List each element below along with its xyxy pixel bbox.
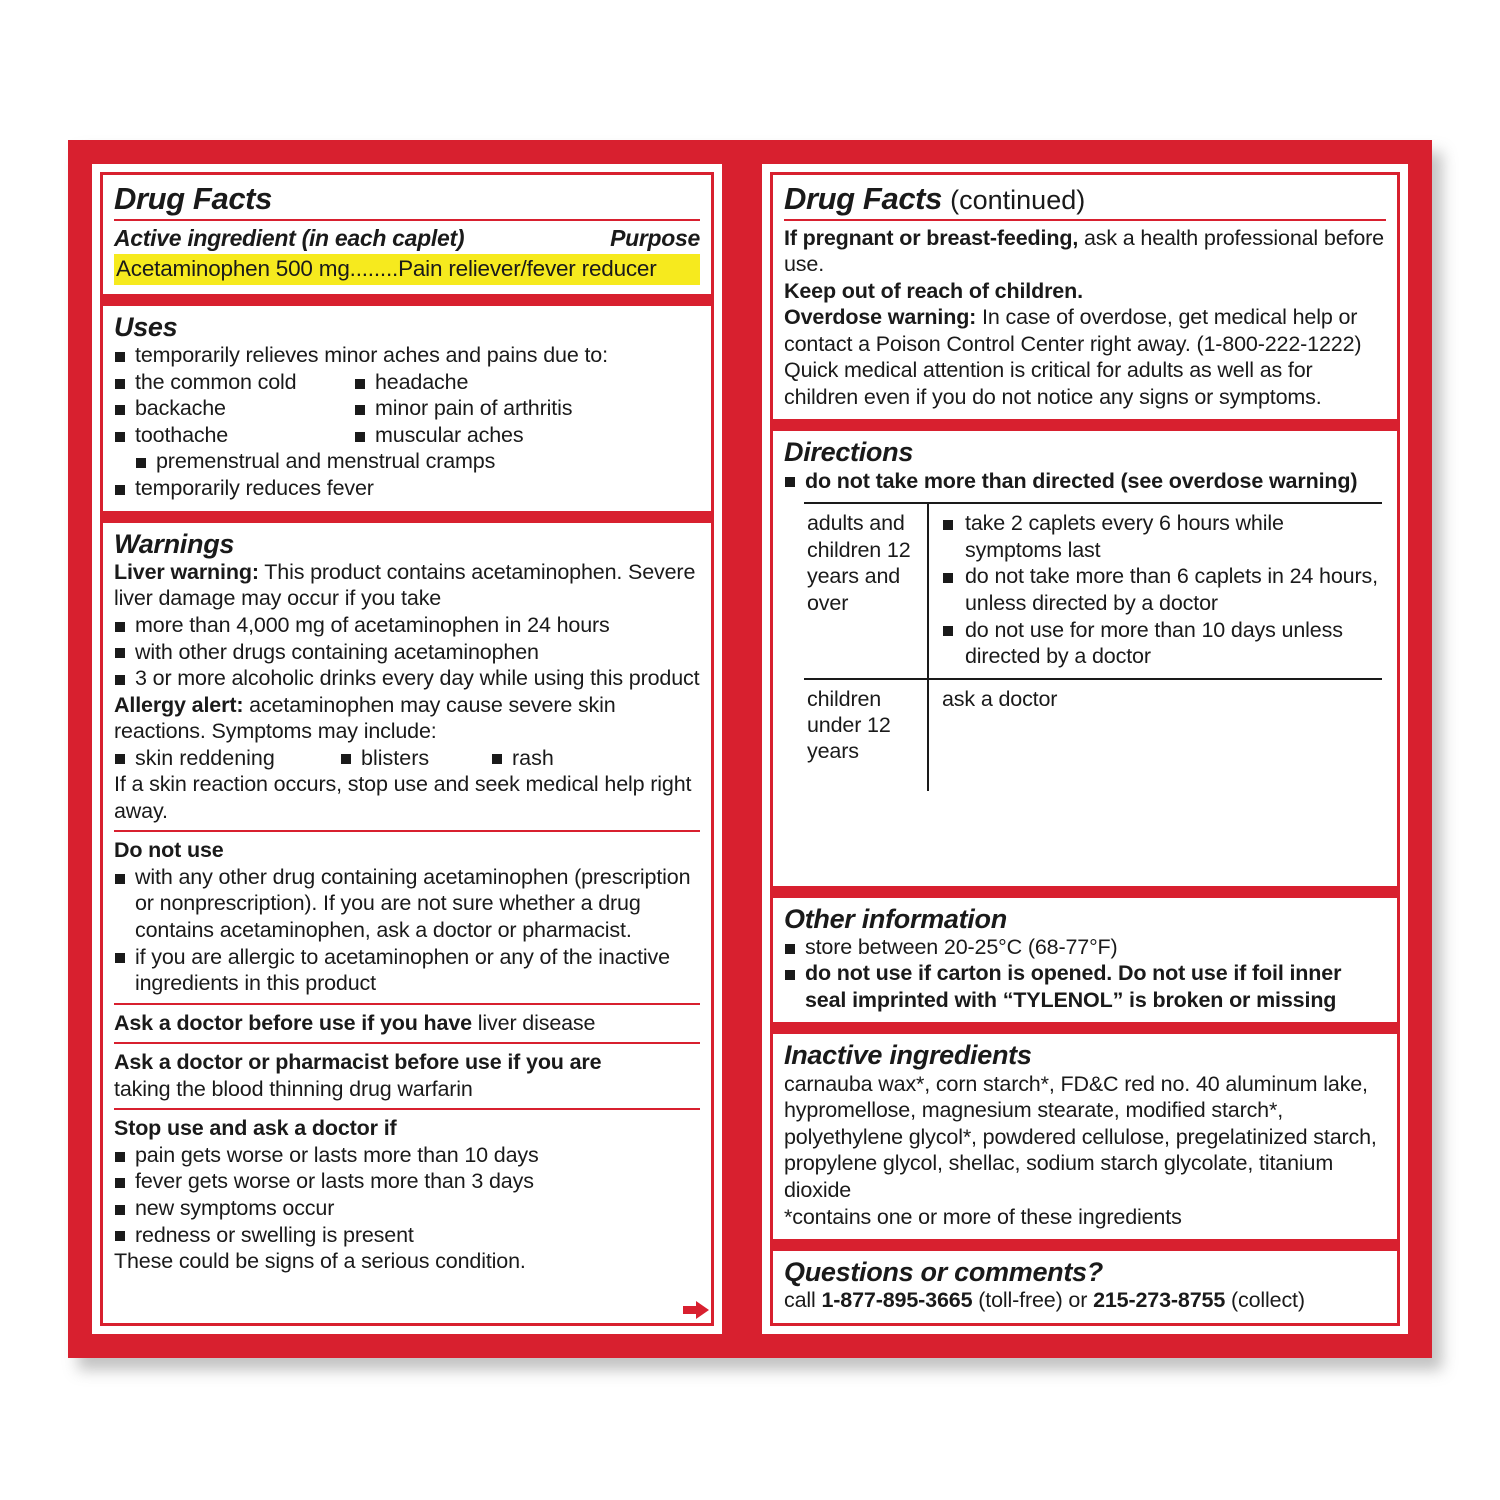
call-prefix: call	[784, 1288, 822, 1313]
allergy-alert	[114, 692, 700, 745]
active-ingredient-section	[100, 172, 714, 297]
uses-section	[100, 303, 714, 514]
active-ingredient-headings	[114, 225, 700, 252]
list-item: premenstrual and menstrual cramps	[135, 448, 700, 475]
warnings-divider-1	[114, 830, 700, 832]
list-item: pain gets worse or lasts more than 10 days	[114, 1142, 700, 1169]
list-item: backache	[114, 395, 354, 422]
other-information-heading: Other information	[784, 903, 1007, 934]
dosage-age-cell: adults and children 12 years and over	[804, 504, 929, 677]
other-information-section	[770, 895, 1400, 1026]
list-item: do not take more than 6 caplets in 24 hours, unless directed by a doctor	[942, 563, 1378, 616]
list-item: temporarily reduces fever	[114, 475, 700, 502]
uses-heading: Uses	[114, 311, 178, 342]
liver-warning-text: This product contains acetaminophen. Severe liver damage may occur if you take	[114, 559, 696, 611]
dosage-instruction-cell: ask a doctor	[942, 686, 1058, 711]
allergy-alert-label: Allergy alert:	[114, 692, 244, 717]
warnings-heading: Warnings	[114, 528, 235, 559]
other-information-bullets	[784, 934, 1386, 1014]
list-item: do not take more than directed (see overdose warning)	[784, 468, 1386, 495]
dosage-bullets	[942, 510, 1378, 669]
directions-lead-list	[784, 468, 1386, 495]
uses-sub-grid	[114, 369, 700, 449]
list-item: new symptoms occur	[114, 1195, 700, 1222]
purpose-heading: Purpose	[610, 224, 700, 251]
list-item: headache	[354, 369, 700, 396]
list-item: fever gets worse or lasts more than 3 days	[114, 1168, 700, 1195]
questions-heading: Questions or comments?	[784, 1257, 1103, 1288]
list-item: the common cold	[114, 369, 354, 396]
continued-label: (continued)	[950, 185, 1086, 215]
uses-trailing-list	[114, 475, 700, 502]
page-title: Drug Facts	[114, 181, 272, 216]
table-row	[804, 504, 1382, 677]
list-item: muscular aches	[354, 422, 700, 449]
pregnancy-warning-text: ask a health professional before use.	[784, 225, 1384, 277]
warnings-divider-4	[114, 1108, 700, 1110]
questions-contact-line	[784, 1287, 1386, 1314]
liver-warning	[114, 559, 700, 612]
page-title-continued	[784, 183, 1386, 215]
title-divider	[114, 219, 700, 221]
list-item: rash	[491, 745, 554, 772]
list-item: minor pain of arthritis	[354, 395, 700, 422]
dosage-instruction-cell	[929, 504, 1382, 677]
list-item: do not use for more than 10 days unless directed by a doctor	[942, 617, 1378, 670]
directions-section	[770, 428, 1400, 888]
list-item: blisters	[340, 745, 491, 772]
warnings-section	[100, 520, 714, 1326]
inactive-ingredients-footnote: *contains one or more of these ingredients	[784, 1204, 1182, 1229]
active-ingredient-row: Acetaminophen 500 mg........Pain reliever/fever reducer	[114, 254, 700, 285]
warnings-continued-section	[770, 172, 1400, 422]
collect-suffix: (collect)	[1225, 1288, 1305, 1313]
pregnancy-warning-label: If pregnant or breast-feeding,	[784, 225, 1079, 250]
keep-out-of-reach: Keep out of reach of children.	[784, 278, 1083, 303]
dosage-table	[804, 502, 1382, 791]
list-item: do not use if carton is opened. Do not use if foil inner seal imprinted with “TYLENOL” is broken or missing	[784, 960, 1386, 1013]
uses-list	[114, 342, 700, 369]
ask-doctor-label: Ask a doctor before use if you have	[114, 1010, 472, 1035]
liver-warning-label: Liver warning:	[114, 559, 259, 584]
drug-facts-label-card	[68, 140, 1432, 1358]
warnings-divider-3	[114, 1042, 700, 1044]
uses-lead: temporarily relieves minor aches and pains due to:	[114, 342, 700, 369]
questions-section	[770, 1248, 1400, 1326]
do-not-use-bullets	[114, 864, 700, 997]
stop-use-after: These could be signs of a serious condition.	[114, 1249, 526, 1274]
overdose-warning-label: Overdose warning:	[784, 305, 977, 330]
overdose-warning	[784, 304, 1386, 410]
list-item: take 2 caplets every 6 hours while symptoms last	[942, 510, 1378, 563]
collect-phone-number[interactable]: 215-273-8755	[1093, 1288, 1226, 1313]
page-title-text: Drug Facts	[784, 181, 942, 216]
stop-use-bullets	[114, 1142, 700, 1248]
list-item: if you are allergic to acetaminophen or any of the inactive ingredients in this product	[114, 944, 700, 997]
list-item: more than 4,000 mg of acetaminophen in 24 hours	[114, 612, 700, 639]
ask-pharmacist-text: taking the blood thinning drug warfarin	[114, 1076, 473, 1101]
allergy-symptom-bullets	[114, 745, 700, 772]
directions-heading: Directions	[784, 437, 914, 468]
table-row	[804, 678, 1382, 791]
active-ingredient-heading: Active ingredient (in each caplet)	[114, 224, 465, 251]
drug-facts-panel-left	[92, 164, 722, 1334]
list-item: redness or swelling is present	[114, 1222, 700, 1249]
dosage-age-cell: children under 12 years	[804, 680, 929, 791]
drug-facts-panel-right	[762, 164, 1408, 1334]
allergy-alert-after: If a skin reaction occurs, stop use and seek medical help right away.	[114, 772, 692, 823]
continuation-arrow-icon	[683, 1300, 709, 1320]
do-not-use-heading: Do not use	[114, 838, 224, 863]
list-item: with any other drug containing acetaminophen (prescription or nonprescription). If you are not sure whether a drug contains acetaminophen, ask a doctor or pharmacist.	[114, 864, 700, 944]
allergy-alert-text: acetaminophen may cause severe skin reactions. Symptoms may include:	[114, 692, 616, 744]
overdose-warning-text: In case of overdose, get medical help or contact a Poison Control Center right away. (1-800-222-1222) Quick medical attention is critical for adults as well as for children even if you do not notice any signs or symptoms.	[784, 305, 1362, 409]
tollfree-suffix: (toll-free) or	[972, 1288, 1094, 1313]
inactive-ingredients-text: carnauba wax*, corn starch*, FD&C red no. 40 aluminum lake, hypromellose, magnesium stearate, modified starch*, polyethylene glycol*, powdered cellulose, pregelatinized starch, propylene glycol, shellac, sodium starch glycolate, titanium dioxide	[784, 1071, 1377, 1203]
ask-doctor-line	[114, 1010, 700, 1037]
uses-sub-wide-list	[114, 448, 700, 475]
ask-pharmacist-label: Ask a doctor or pharmacist before use if you are	[114, 1050, 602, 1075]
pregnancy-warning	[784, 225, 1386, 278]
list-item: with other drugs containing acetaminophen	[114, 639, 700, 666]
warnings-divider-2	[114, 1003, 700, 1005]
stop-use-heading: Stop use and ask a doctor if	[114, 1116, 397, 1141]
title-divider-right	[784, 219, 1386, 221]
tollfree-phone-number[interactable]: 1-877-895-3665	[821, 1288, 973, 1313]
list-item: toothache	[114, 422, 354, 449]
list-item: 3 or more alcoholic drinks every day while using this product	[114, 665, 700, 692]
list-item: store between 20-25°C (68-77°F)	[784, 934, 1386, 961]
ask-doctor-text: liver disease	[471, 1010, 596, 1035]
liver-warning-bullets	[114, 612, 700, 692]
list-item: skin reddening	[114, 745, 340, 772]
inactive-ingredients-heading: Inactive ingredients	[784, 1040, 1032, 1071]
inactive-ingredients-section	[770, 1031, 1400, 1242]
